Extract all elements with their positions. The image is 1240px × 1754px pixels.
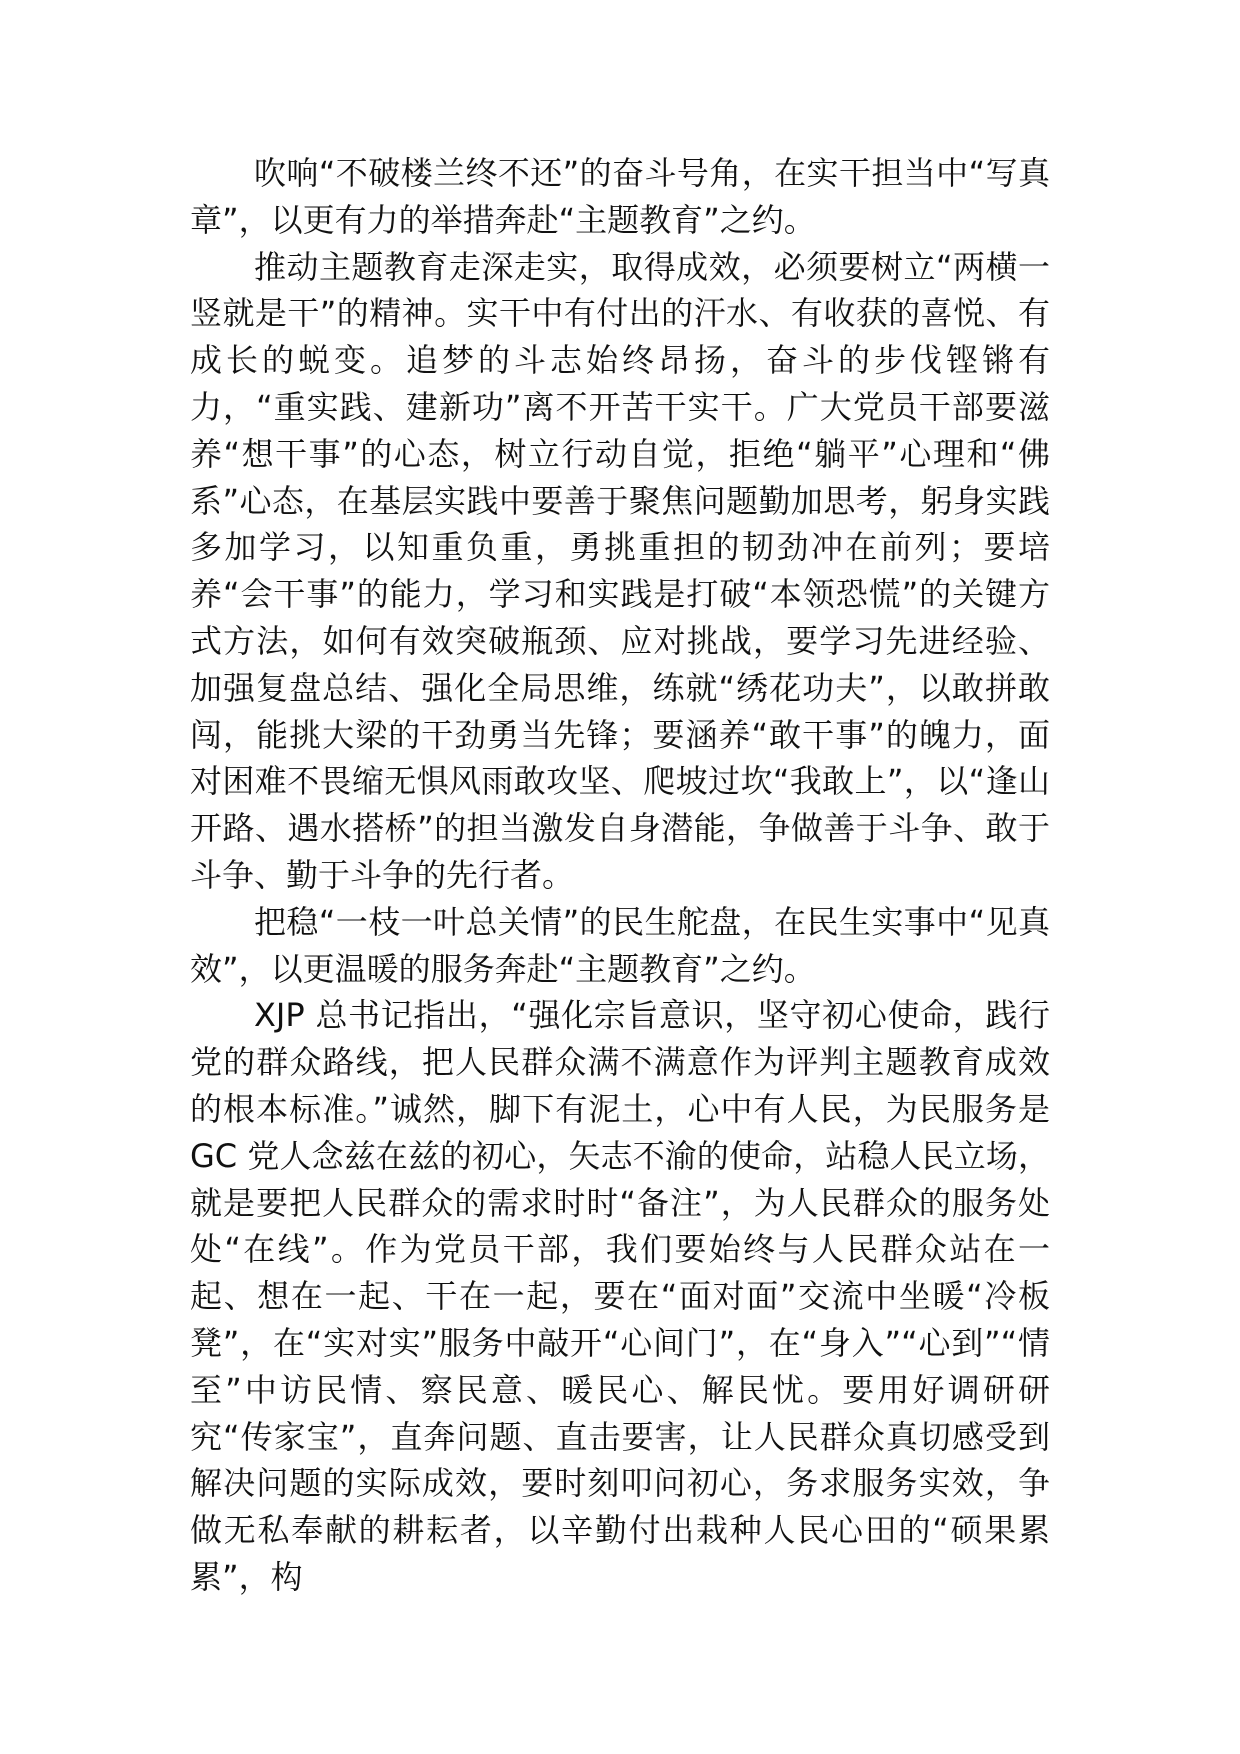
paragraph-4: XJP 总书记指出，“强化宗旨意识，坚守初心使命，践行党的群众路线，把人民群众满不满意作为评判主题教育成效的根本标准。”诚然，脚下有泥土，心中有人民，为民服务是 GC 党人念兹在兹的初心，矢志不渝的使命，站稳人民立场，就是要把人民群众的需求时时“备注”，为人民群众的服务处处“在线”。作为党员干部，我们要始终与人民群众站在一起、想在一起、干在一起，要在“面对面”交流中坐暖“冷板凳”，在“实对实”服务中敲开“心间门”，在“身入”“心到”“情至”中访民情、察民意、暖民心、解民忧。要用好调研研究“传家宝”，直奔问题、直击要害，让人民群众真切感受到解决问题的实际成效，要时刻叩问初心，务求服务实效，争做无私奉献的耕耘者，以辛勤付出栽种人民心田的“硕果累累”，构 [190, 996, 1050, 1596]
paragraph-2: 推动主题教育走深走实，取得成效，必须要树立“两横一竖就是干”的精神。实干中有付出的汗水、有收获的喜悦、有成长的蜕变。追梦的斗志始终昂扬，奋斗的步伐铿锵有力，“重实践、建新功”离不开苦干实干。广大党员干部要滋养“想干事”的心态，树立行动自觉，拒绝“躺平”心理和“佛系”心态，在基层实践中要善于聚焦问题勤加思考，躬身实践多加学习，以知重负重，勇挑重担的韧劲冲在前列；要培养“会干事”的能力，学习和实践是打破“本领恐慌”的关键方式方法，如何有效突破瓶颈、应对挑战，要学习先进经验、加强复盘总结、强化全局思维，练就“绣花功夫”，以敢拼敢闯，能挑大梁的干劲勇当先锋；要涵养“敢干事”的魄力，面对困难不畏缩无惧风雨敢攻坚、爬坡过坎“我敢上”，以“逢山开路、遇水搭桥”的担当激发自身潜能，争做善于斗争、敢于斗争、勤于斗争的先行者。 [190, 247, 1050, 894]
paragraph-1: 吹响“不破楼兰终不还”的奋斗号角，在实干担当中“写真章”，以更有力的举措奔赴“主题教育”之约。 [190, 154, 1050, 239]
paragraph-3: 把稳“一枝一叶总关情”的民生舵盘，在民生实事中“见真效”，以更温暖的服务奔赴“主题教育”之约。 [190, 902, 1050, 988]
document-body [190, 150, 1050, 1601]
